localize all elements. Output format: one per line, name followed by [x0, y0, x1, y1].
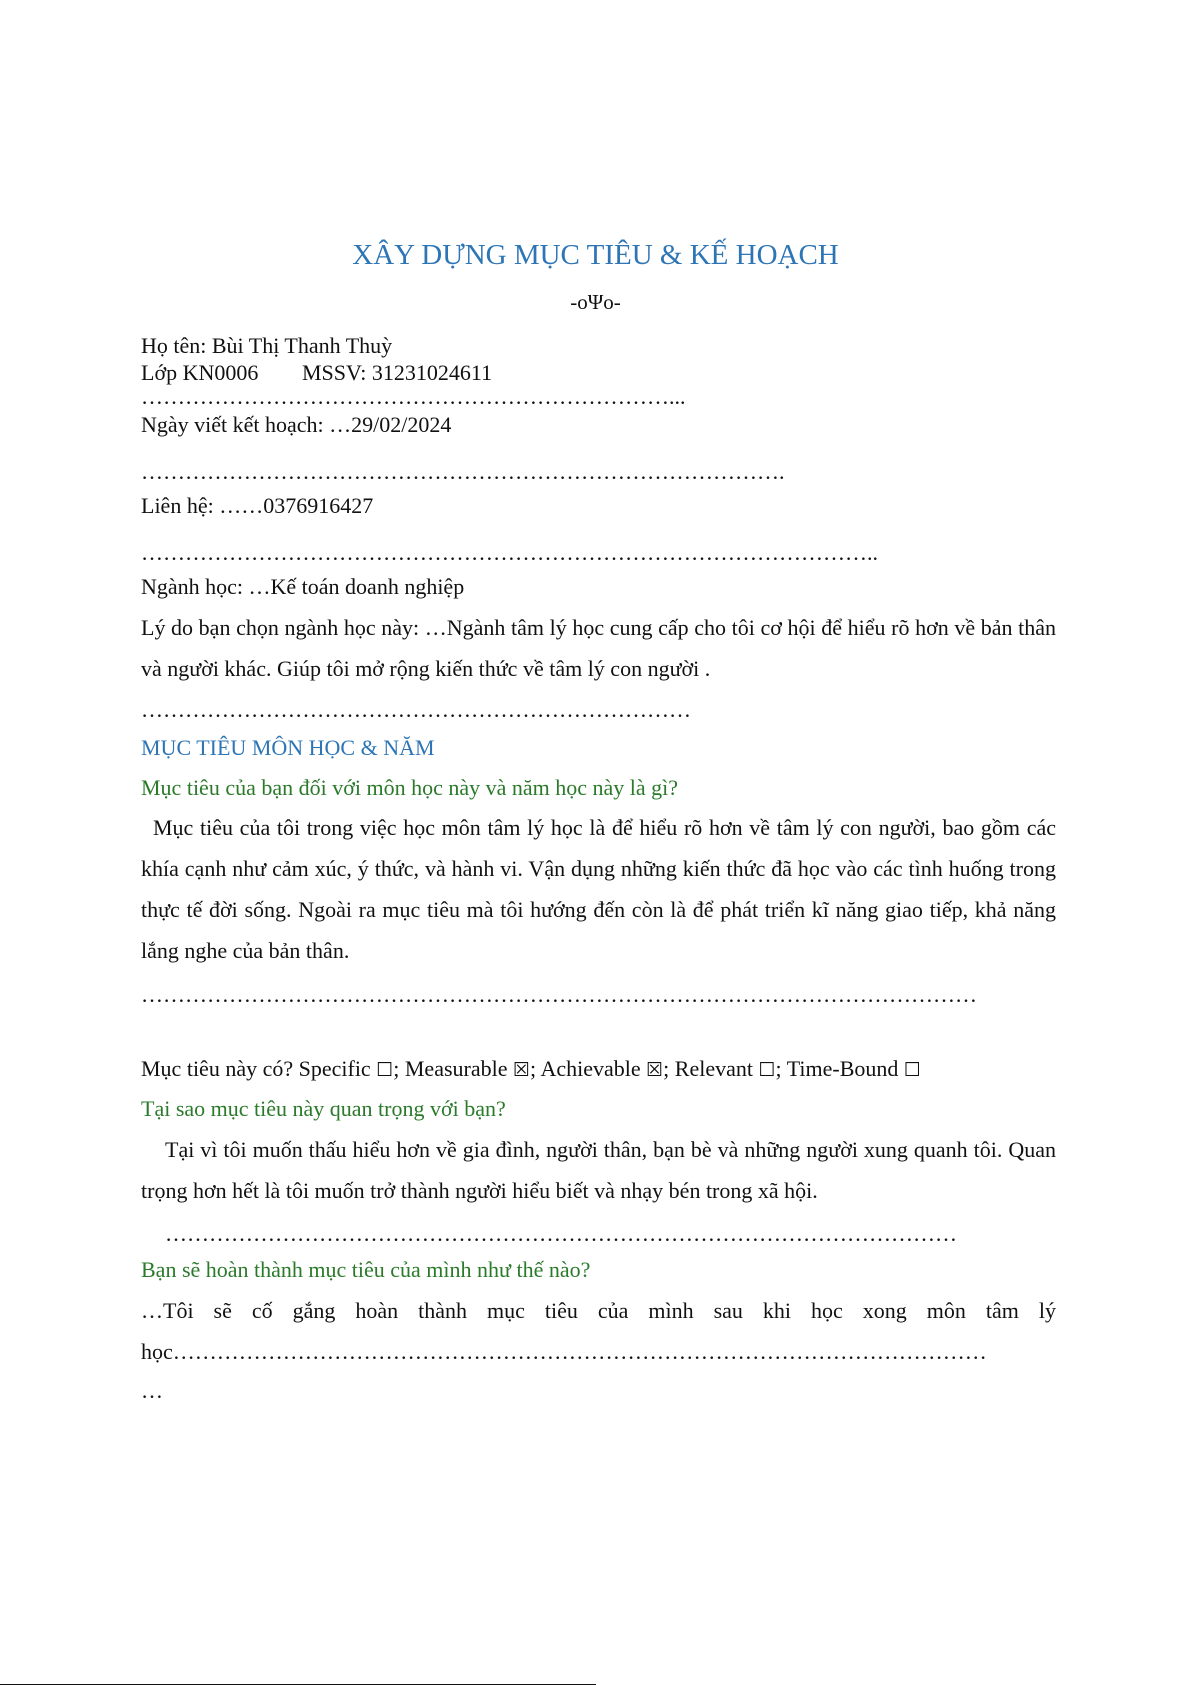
dotted-line: ………………………………………………………………………………………………: [165, 1221, 957, 1246]
dotted-line: ………………………………………………………………...: [141, 384, 686, 409]
student-id: MSSV: 31231024611: [302, 360, 493, 385]
smart-prefix: Mục tiêu này có?: [141, 1056, 299, 1081]
question-goal: Mục tiêu của bạn đối với môn học này và năm học này là gì?: [141, 775, 679, 800]
question-importance: Tại sao mục tiêu này quan trọng với bạn?: [141, 1096, 506, 1121]
smart-timebound-label: Time-Bound: [786, 1056, 899, 1081]
major-line: Ngành học: …Kế toán doanh nghiệp: [141, 574, 465, 599]
class-label: Lớp KN0006: [141, 360, 259, 385]
section-heading: MỤC TIÊU MÔN HỌC & NĂM: [141, 735, 435, 760]
answer-goal: Mục tiêu của tôi trong việc học môn tâm lý học là để hiểu rõ hơn về tâm lý con người, bao gồm các khía cạnh như cảm xúc, ý thức, và hành vi. Vận dụng những kiến thức đã học vào các tình huống trong thực tế đời sống. Ngoài ra mục tiêu mà tôi hướng đến còn là để phát triển kĩ năng giao tiếp, khả năng lắng nghe của bản thân.: [141, 815, 1056, 963]
page-title: XÂY DỰNG MỤC TIÊU & KẾ HOẠCH: [352, 239, 839, 271]
reason-paragraph: Lý do bạn chọn ngành học này: …Ngành tâm lý học cung cấp cho tôi cơ hội để hiểu rõ hơn về bản thân và người khác. Giúp tôi mở rộng kiến thức về tâm lý con người .: [141, 615, 1056, 681]
name-line: Họ tên: Bùi Thị Thanh Thuỳ: [141, 333, 393, 358]
smart-criteria: Mục tiêu này có? Specific ☐; Measurable ☒; Achievable ☒; Relevant ☐; Time-Bound ☐: [141, 1056, 921, 1081]
smart-achievable-label: Achievable: [540, 1056, 641, 1081]
answer-method-tail: …: [141, 1378, 163, 1403]
date-line: Ngày viết kết hoạch: …29/02/2024: [141, 412, 452, 437]
contact-line: Liên hệ: ……0376916427: [141, 493, 374, 518]
dotted-line: …………………………………………………………………: [141, 697, 691, 722]
question-method: Bạn sẽ hoàn thành mục tiêu của mình như thế nào?: [141, 1257, 591, 1282]
dotted-line: ……………………………………………………………………………………………………: [141, 982, 977, 1007]
answer-importance: Tại vì tôi muốn thấu hiểu hơn về gia đình, người thân, bạn bè và những người xung quanh tôi. Quan trọng hơn hết là tôi muốn trở thành người hiểu biết và nhạy bén trong xã hội.: [141, 1137, 1056, 1203]
dotted-line: ………………………………………………………………………………………..: [141, 540, 878, 565]
specific-checkbox[interactable]: ☐: [376, 1059, 394, 1081]
relevant-checkbox[interactable]: ☐: [758, 1059, 776, 1081]
smart-specific-label: Specific: [298, 1056, 371, 1081]
title-ornament: -oΨo-: [570, 290, 621, 314]
smart-relevant-label: Relevant: [674, 1056, 753, 1081]
dotted-line: …………………………………………………………………………….: [141, 459, 785, 484]
achievable-checkbox[interactable]: ☒: [646, 1059, 664, 1081]
measurable-checkbox[interactable]: ☒: [513, 1059, 531, 1081]
answer-method: …Tôi sẽ cố gắng hoàn thành mục tiêu của mình sau khi học xong môn tâm lý học…………………………………………………………………………………………………: [141, 1298, 1056, 1364]
smart-measurable-label: Measurable: [404, 1056, 508, 1081]
timebound-checkbox[interactable]: ☐: [903, 1059, 921, 1081]
